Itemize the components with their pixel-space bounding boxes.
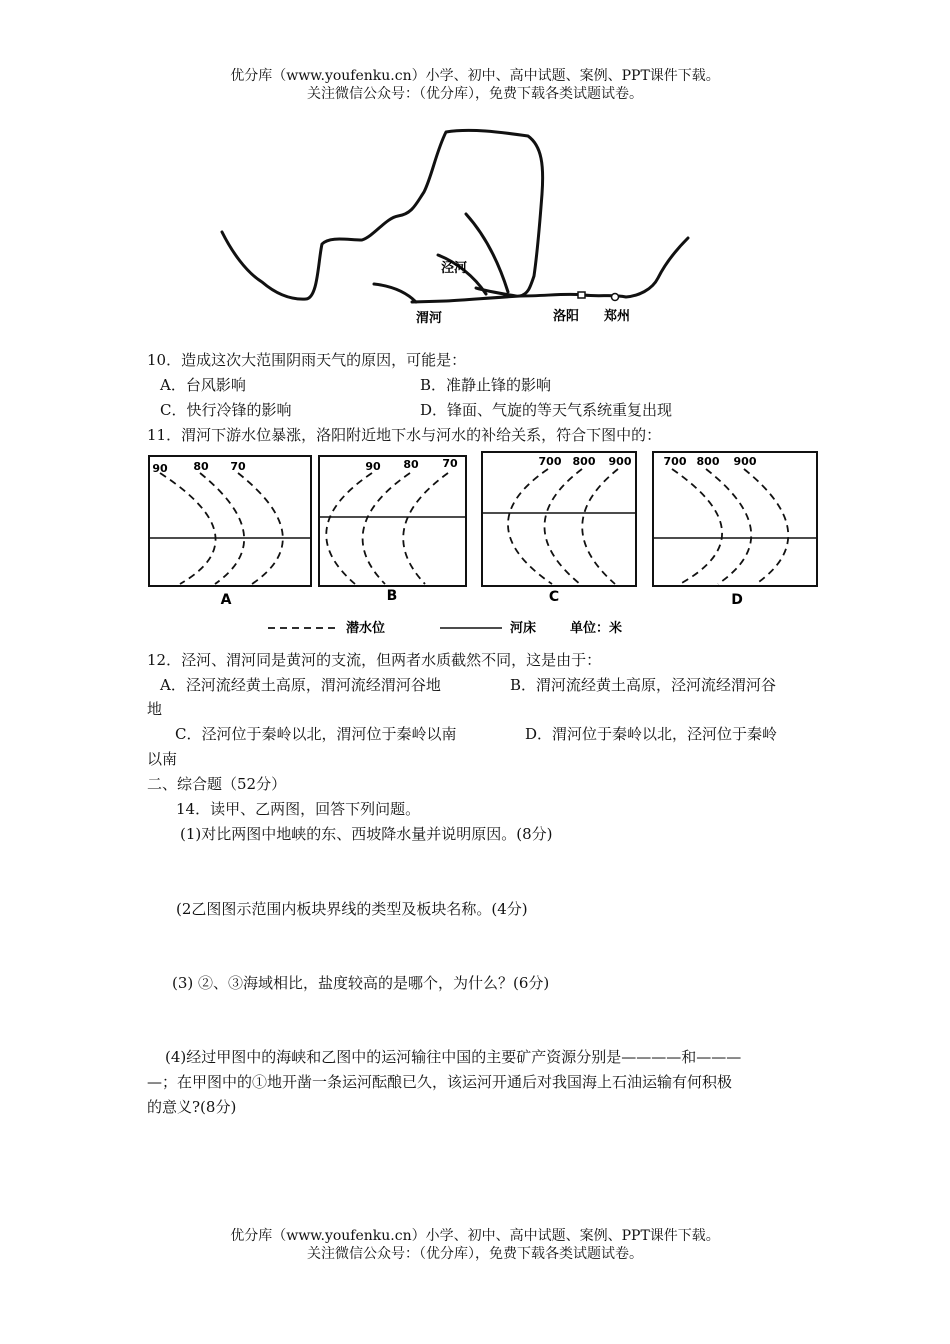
q12-option-b: B．渭河流经黄土高原，泾河流经渭河谷 <box>510 676 777 694</box>
panel-d-contour-label-3: 900 <box>733 455 757 468</box>
q10-option-b: B．准静止锋的影响 <box>420 376 552 394</box>
yellow-river-main-path <box>222 130 543 299</box>
panel-c-contour-label-3: 900 <box>608 455 632 468</box>
panel-a-frame <box>149 456 311 586</box>
label-weihe: 渭河 <box>416 311 443 326</box>
q10-option-c: C．快行冷锋的影响 <box>160 401 292 419</box>
q10-stem: 10．造成这次大范围阴雨天气的原因，可能是： <box>147 351 467 369</box>
yellow-river-map <box>210 120 700 330</box>
label-zhengzhou: 郑州 <box>604 309 631 324</box>
panel-a-contour-2 <box>200 473 244 584</box>
q11-stem: 11．渭河下游水位暴涨，洛阳附近地下水与河水的补给关系，符合下图中的： <box>147 426 662 444</box>
q12-option-c: C．泾河位于秦岭以北，渭河位于秦岭以南 <box>175 725 457 743</box>
panel-d-contour-1 <box>672 469 722 584</box>
q12-option-d-wrap: 以南 <box>147 750 178 768</box>
panel-d-label: D <box>731 592 743 608</box>
label-jinghe: 泾河 <box>441 261 468 276</box>
q14-stem: 14．读甲、乙两图，回答下列问题。 <box>176 800 421 818</box>
groundwater-diagram <box>140 448 830 640</box>
panel-b-label: B <box>386 588 398 604</box>
q12-option-b-wrap: 地 <box>147 700 163 718</box>
section2-title: 二、综合题（52分） <box>147 775 287 793</box>
q14-part-4-line-1: (4)经过甲图中的海峡和乙图中的运河输往中国的主要矿产资源分别是————和——— <box>165 1048 742 1066</box>
panel-b-contour-2 <box>363 473 410 584</box>
q12-option-d: D．渭河位于秦岭以北，泾河位于秦岭 <box>525 725 778 743</box>
panel-b-contour-label-2: 80 <box>403 458 419 471</box>
panel-d-contour-label-2: 800 <box>696 455 720 468</box>
q14-part-4-line-2: —；在甲图中的①地开凿一条运河酝酿已久，该运河开通后对我国海上石油运输有何积极 <box>147 1073 733 1091</box>
zhengzhou-marker <box>612 294 619 301</box>
panel-a-contour-3 <box>238 473 283 584</box>
q12-stem: 12．泾河、渭河同是黄河的支流，但两者水质截然不同，这是由于： <box>147 651 602 669</box>
q14-part-4-line-3: 的意义?(8分) <box>147 1098 237 1116</box>
panel-d-contour-label-1: 700 <box>663 455 687 468</box>
footer-line-1: 优分库（www.youfenku.cn）小学、初中、高中试题、案例、PPT课件下载。 <box>230 1228 720 1244</box>
panel-c-contour-2 <box>544 469 582 584</box>
panel-a-contour-label-1: 90 <box>152 462 168 475</box>
q14-part-2: (2乙图图示范围内板块界线的类型及板块名称。(4分) <box>176 900 528 918</box>
tributary-1-path <box>466 214 508 292</box>
panel-a-contour-label-2: 80 <box>193 460 209 473</box>
panel-c-contour-label-1: 700 <box>538 455 562 468</box>
panel-a-label: A <box>220 592 232 608</box>
panel-a-contour-label-3: 70 <box>230 460 246 473</box>
panel-b-contour-3 <box>403 473 448 584</box>
q10-option-d: D．锋面、气旋的等天气系统重复出现 <box>420 401 673 419</box>
panel-c-label: C <box>548 589 560 605</box>
label-luoyang: 洛阳 <box>553 309 580 324</box>
legend-solid-label: 河床 <box>510 621 537 636</box>
q14-part-1: (1)对比两图中地峡的东、西坡降水量并说明原因。(8分) <box>180 825 553 843</box>
weihe-river-path <box>412 296 520 302</box>
luoyang-marker <box>578 292 585 298</box>
header-line-1: 优分库（www.youfenku.cn）小学、初中、高中试题、案例、PPT课件下载。 <box>230 68 720 84</box>
panel-c-contour-3 <box>582 469 618 584</box>
legend-unit-label: 单位：米 <box>570 621 623 636</box>
panel-c-contour-1 <box>508 469 552 584</box>
panel-b-contour-label-1: 90 <box>365 460 381 473</box>
tributary-2-path <box>374 284 416 302</box>
panel-b-contour-1 <box>326 473 372 584</box>
q10-option-a: A．台风影响 <box>160 376 246 394</box>
footer-line-2: 关注微信公众号：（优分库），免费下载各类试题试卷。 <box>307 1246 643 1262</box>
q12-option-a: A．泾河流经黄土高原，渭河流经渭河谷地 <box>160 676 441 694</box>
panel-b-contour-label-3: 70 <box>442 457 458 470</box>
header-line-2: 关注微信公众号：（优分库），免费下载各类试题试卷。 <box>307 86 643 102</box>
panel-a-contour-1 <box>160 473 216 584</box>
tributary-3-path <box>476 288 516 296</box>
panel-c-contour-label-2: 800 <box>572 455 596 468</box>
lower-yellow-river-path <box>520 238 688 297</box>
q14-part-3: (3) ②、③海域相比，盐度较高的是哪个，为什么？(6分) <box>172 974 550 992</box>
legend-dashed-label: 潜水位 <box>346 621 386 636</box>
panel-d-contour-2 <box>706 469 751 584</box>
